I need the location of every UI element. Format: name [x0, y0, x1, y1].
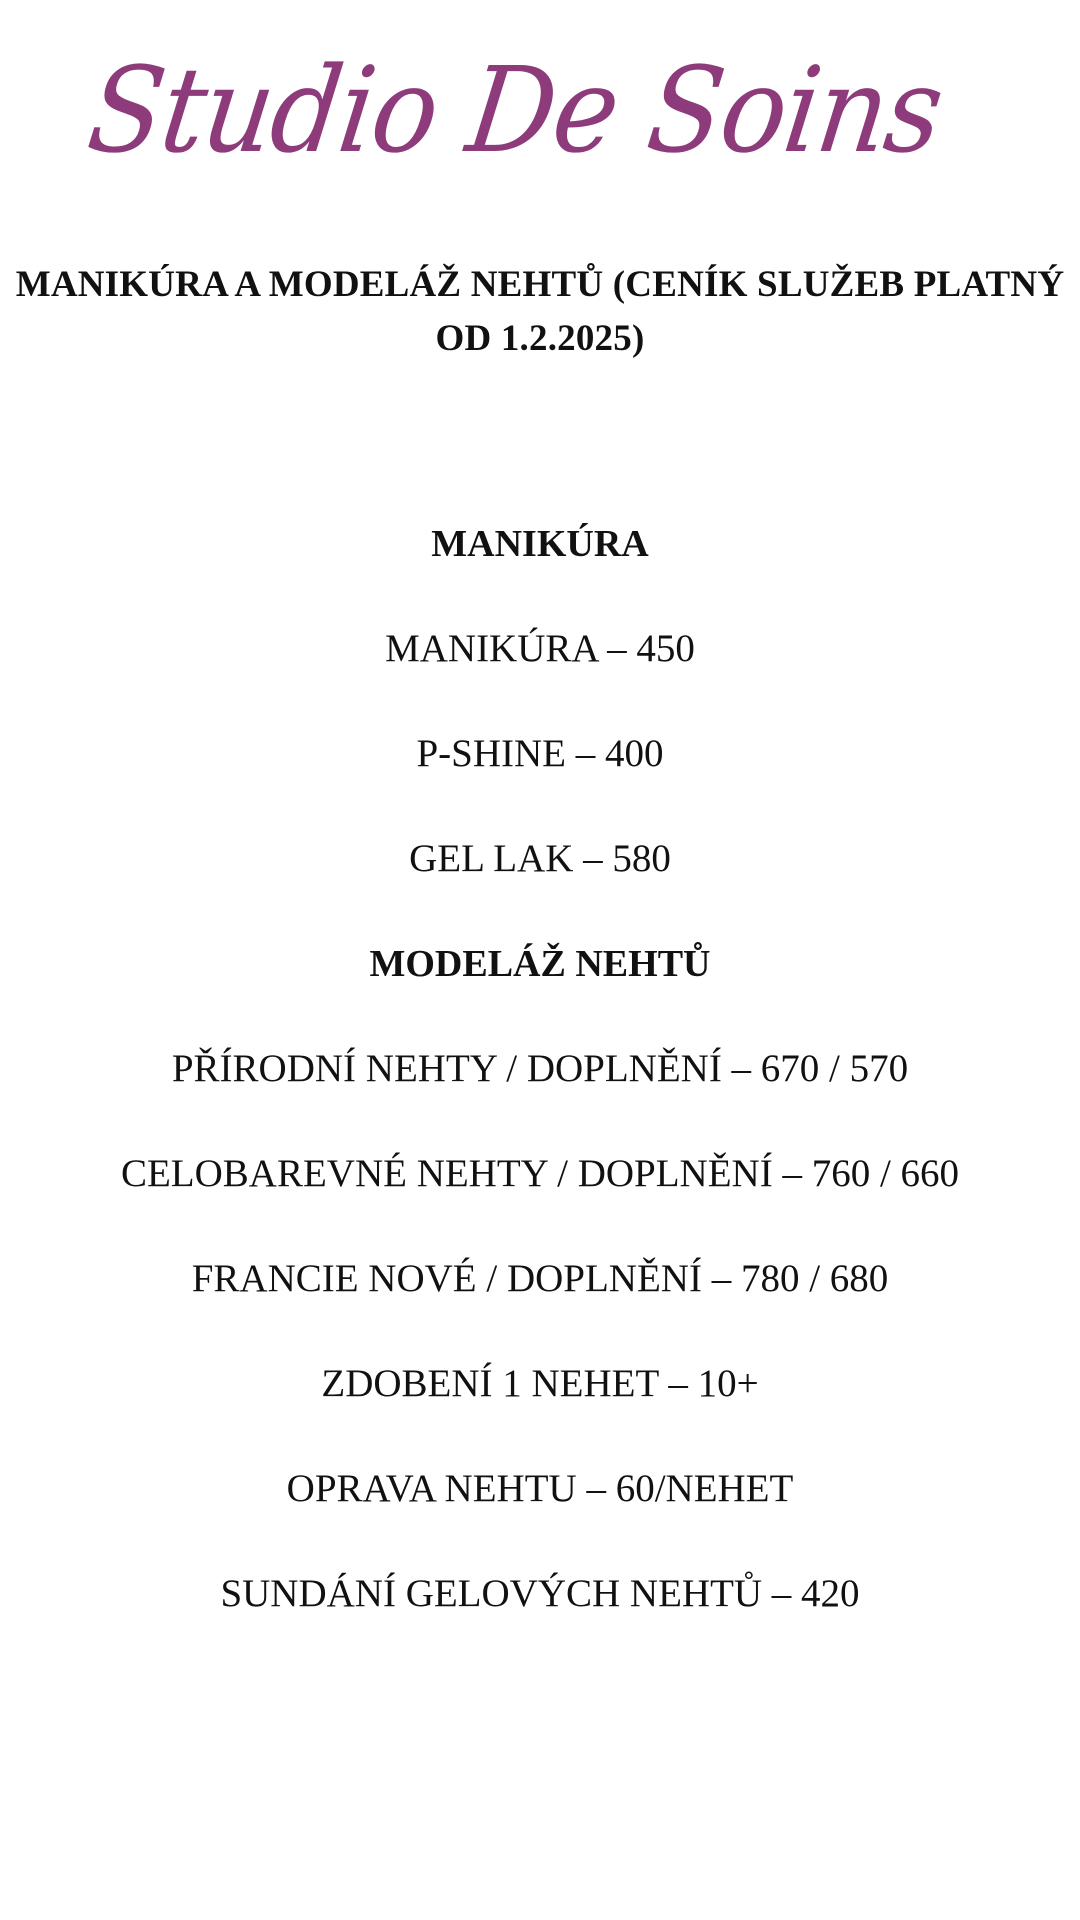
- price-item: P-SHINE – 400: [416, 732, 664, 775]
- price-item: SUNDÁNÍ GELOVÝCH NEHTŮ – 420: [220, 1572, 860, 1615]
- price-item: OPRAVA NEHTU – 60/NEHET: [286, 1467, 794, 1510]
- price-item: FRANCIE NOVÉ / DOPLNĚNÍ – 780 / 680: [191, 1257, 889, 1300]
- logo-text: Studio De Soins: [80, 41, 950, 179]
- section-heading-manikura: MANIKÚRA: [431, 523, 649, 565]
- page-title: MANIKÚRA A MODELÁŽ NEHTŮ (CENÍK SLUŽEB PLATNÝ OD 1.2.2025): [15, 264, 1065, 359]
- price-item: ZDOBENÍ 1 NEHET – 10+: [321, 1362, 759, 1405]
- price-item: PŘÍRODNÍ NEHTY / DOPLNĚNÍ – 670 / 570: [171, 1047, 909, 1090]
- price-item: GEL LAK – 580: [409, 837, 671, 880]
- price-item: MANIKÚRA – 450: [385, 627, 695, 670]
- section-heading-modelaz: MODELÁŽ NEHTŮ: [369, 943, 711, 985]
- studio-logo: [80, 30, 950, 190]
- price-item: CELOBAREVNÉ NEHTY / DOPLNĚNÍ – 760 / 660: [120, 1152, 960, 1195]
